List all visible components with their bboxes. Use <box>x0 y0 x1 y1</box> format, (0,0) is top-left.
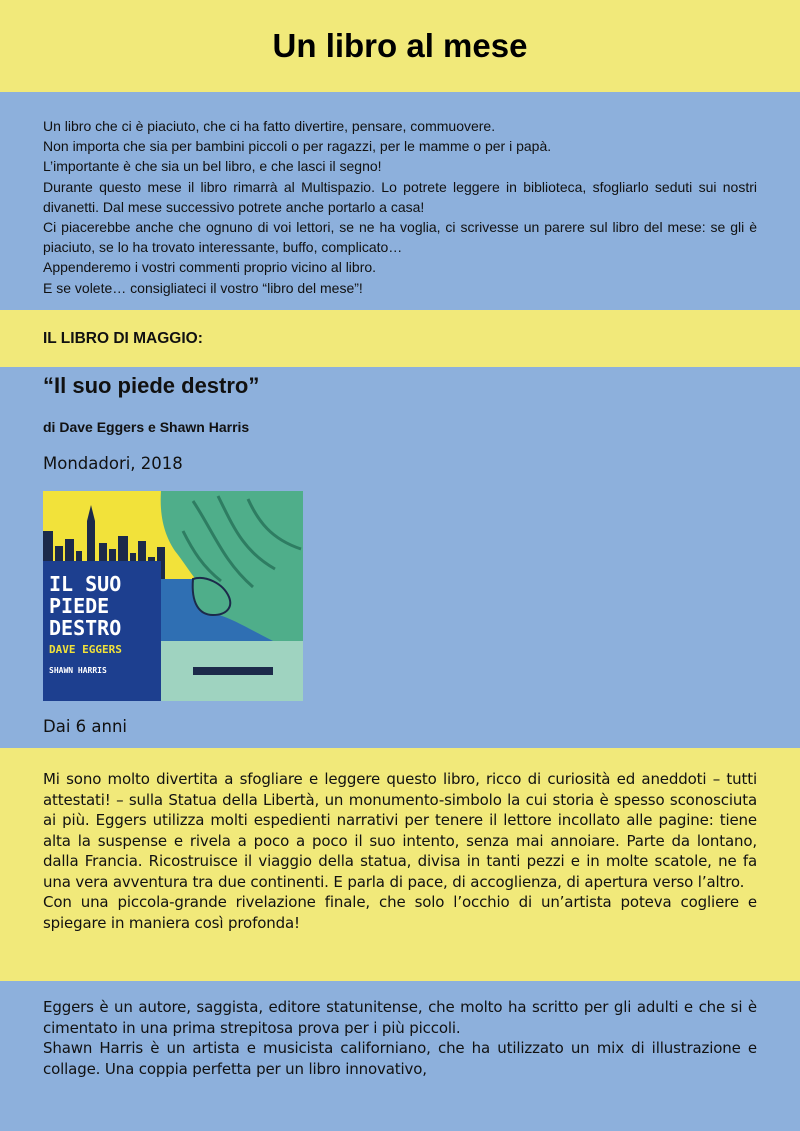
intro-section <box>0 92 800 310</box>
cover-title-line3: DESTRO <box>49 616 122 640</box>
authors-paragraph: Shawn Harris è un artista e musicista californiano, che ha utilizzato un mix di illustrazione e collage. Una coppia perfetta per un libro innovativo, <box>43 1039 757 1078</box>
cover-title-line1: IL SUO <box>49 572 122 596</box>
page-title: Un libro al mese <box>272 27 528 64</box>
intro-line: Durante questo mese il libro rimarrà al Multispazio. Lo potrete leggere in biblioteca, sfogliarlo seduti sui nostri divanetti. Dal mese successivo potrete anche portarlo a casa! <box>43 178 757 215</box>
month-label: IL LIBRO DI MAGGIO: <box>43 330 203 347</box>
intro-line: Un libro che ci è piaciuto, che ci ha fatto divertire, pensare, commuovere. <box>43 118 496 134</box>
intro-line: L’importante è che sia un bel libro, e che lasci il segno! <box>43 158 382 175</box>
intro-line: E se volete… consigliateci il vostro “libro del mese”! <box>43 279 363 296</box>
intro-line: Appenderemo i vostri commenti proprio vicino al libro. <box>43 259 377 276</box>
intro-line: Non importa che sia per bambini piccoli o per ragazzi, per le mamme o per i papà. <box>43 138 552 155</box>
review-paragraph: Con una piccola-grande rivelazione finale, che solo l’occhio di un’artista poteva cogliere e spiegare in maniera così profonda! <box>43 893 757 932</box>
cover-author: DAVE EGGERS <box>49 643 122 656</box>
book-cover-image <box>43 491 303 701</box>
cover-title-line2: PIEDE <box>49 594 110 618</box>
book-publisher: Mondadori, 2018 <box>43 454 183 473</box>
book-title: “Il suo piede destro” <box>43 373 260 398</box>
month-section <box>0 310 800 367</box>
review-section <box>0 748 800 981</box>
book-authors: di Dave Eggers e Shawn Harris <box>43 419 250 435</box>
cover-railing <box>193 667 273 675</box>
intro-line: Ci piacerebbe anche che ognuno di voi lettori, se ne ha voglia, ci scrivesse un parere sul libro del mese: se gli è piaciuto, se lo ha trovato interessante, buffo, complicato… <box>43 219 757 256</box>
authors-section <box>0 981 800 1131</box>
book-age: Dai 6 anni <box>43 717 127 736</box>
title-band <box>0 0 800 92</box>
review-paragraph: Mi sono molto divertita a sfogliare e leggere questo libro, ricco di curiosità ed aneddoti – tutti attestati! – sulla Statua della Libertà, un monumento-simbolo la cui storia è spesso sconosciuta ai più. Eggers utilizza molti espedienti narrativi per tenere il lettore incollato alle pagine: tiene alta la suspense e rivela a poco a poco il suo intento, senza mai annoiare. Parte da lontano, dalla Francia. Ricostruisce il viaggio della statua, divisa in tanti pezzi e in molte scatole, ne fa una vera avventura tra due continenti. E parla di pace, di accoglienza, di apertura verso l’altro. <box>43 770 757 891</box>
authors-paragraph: Eggers è un autore, saggista, editore statunitense, che molto ha scritto per gli adulti e che si è cimentato in una prima strepitosa prova per i più piccoli. <box>43 998 757 1037</box>
book-section <box>0 367 800 748</box>
cover-illustrator: SHAWN HARRIS <box>49 666 107 675</box>
